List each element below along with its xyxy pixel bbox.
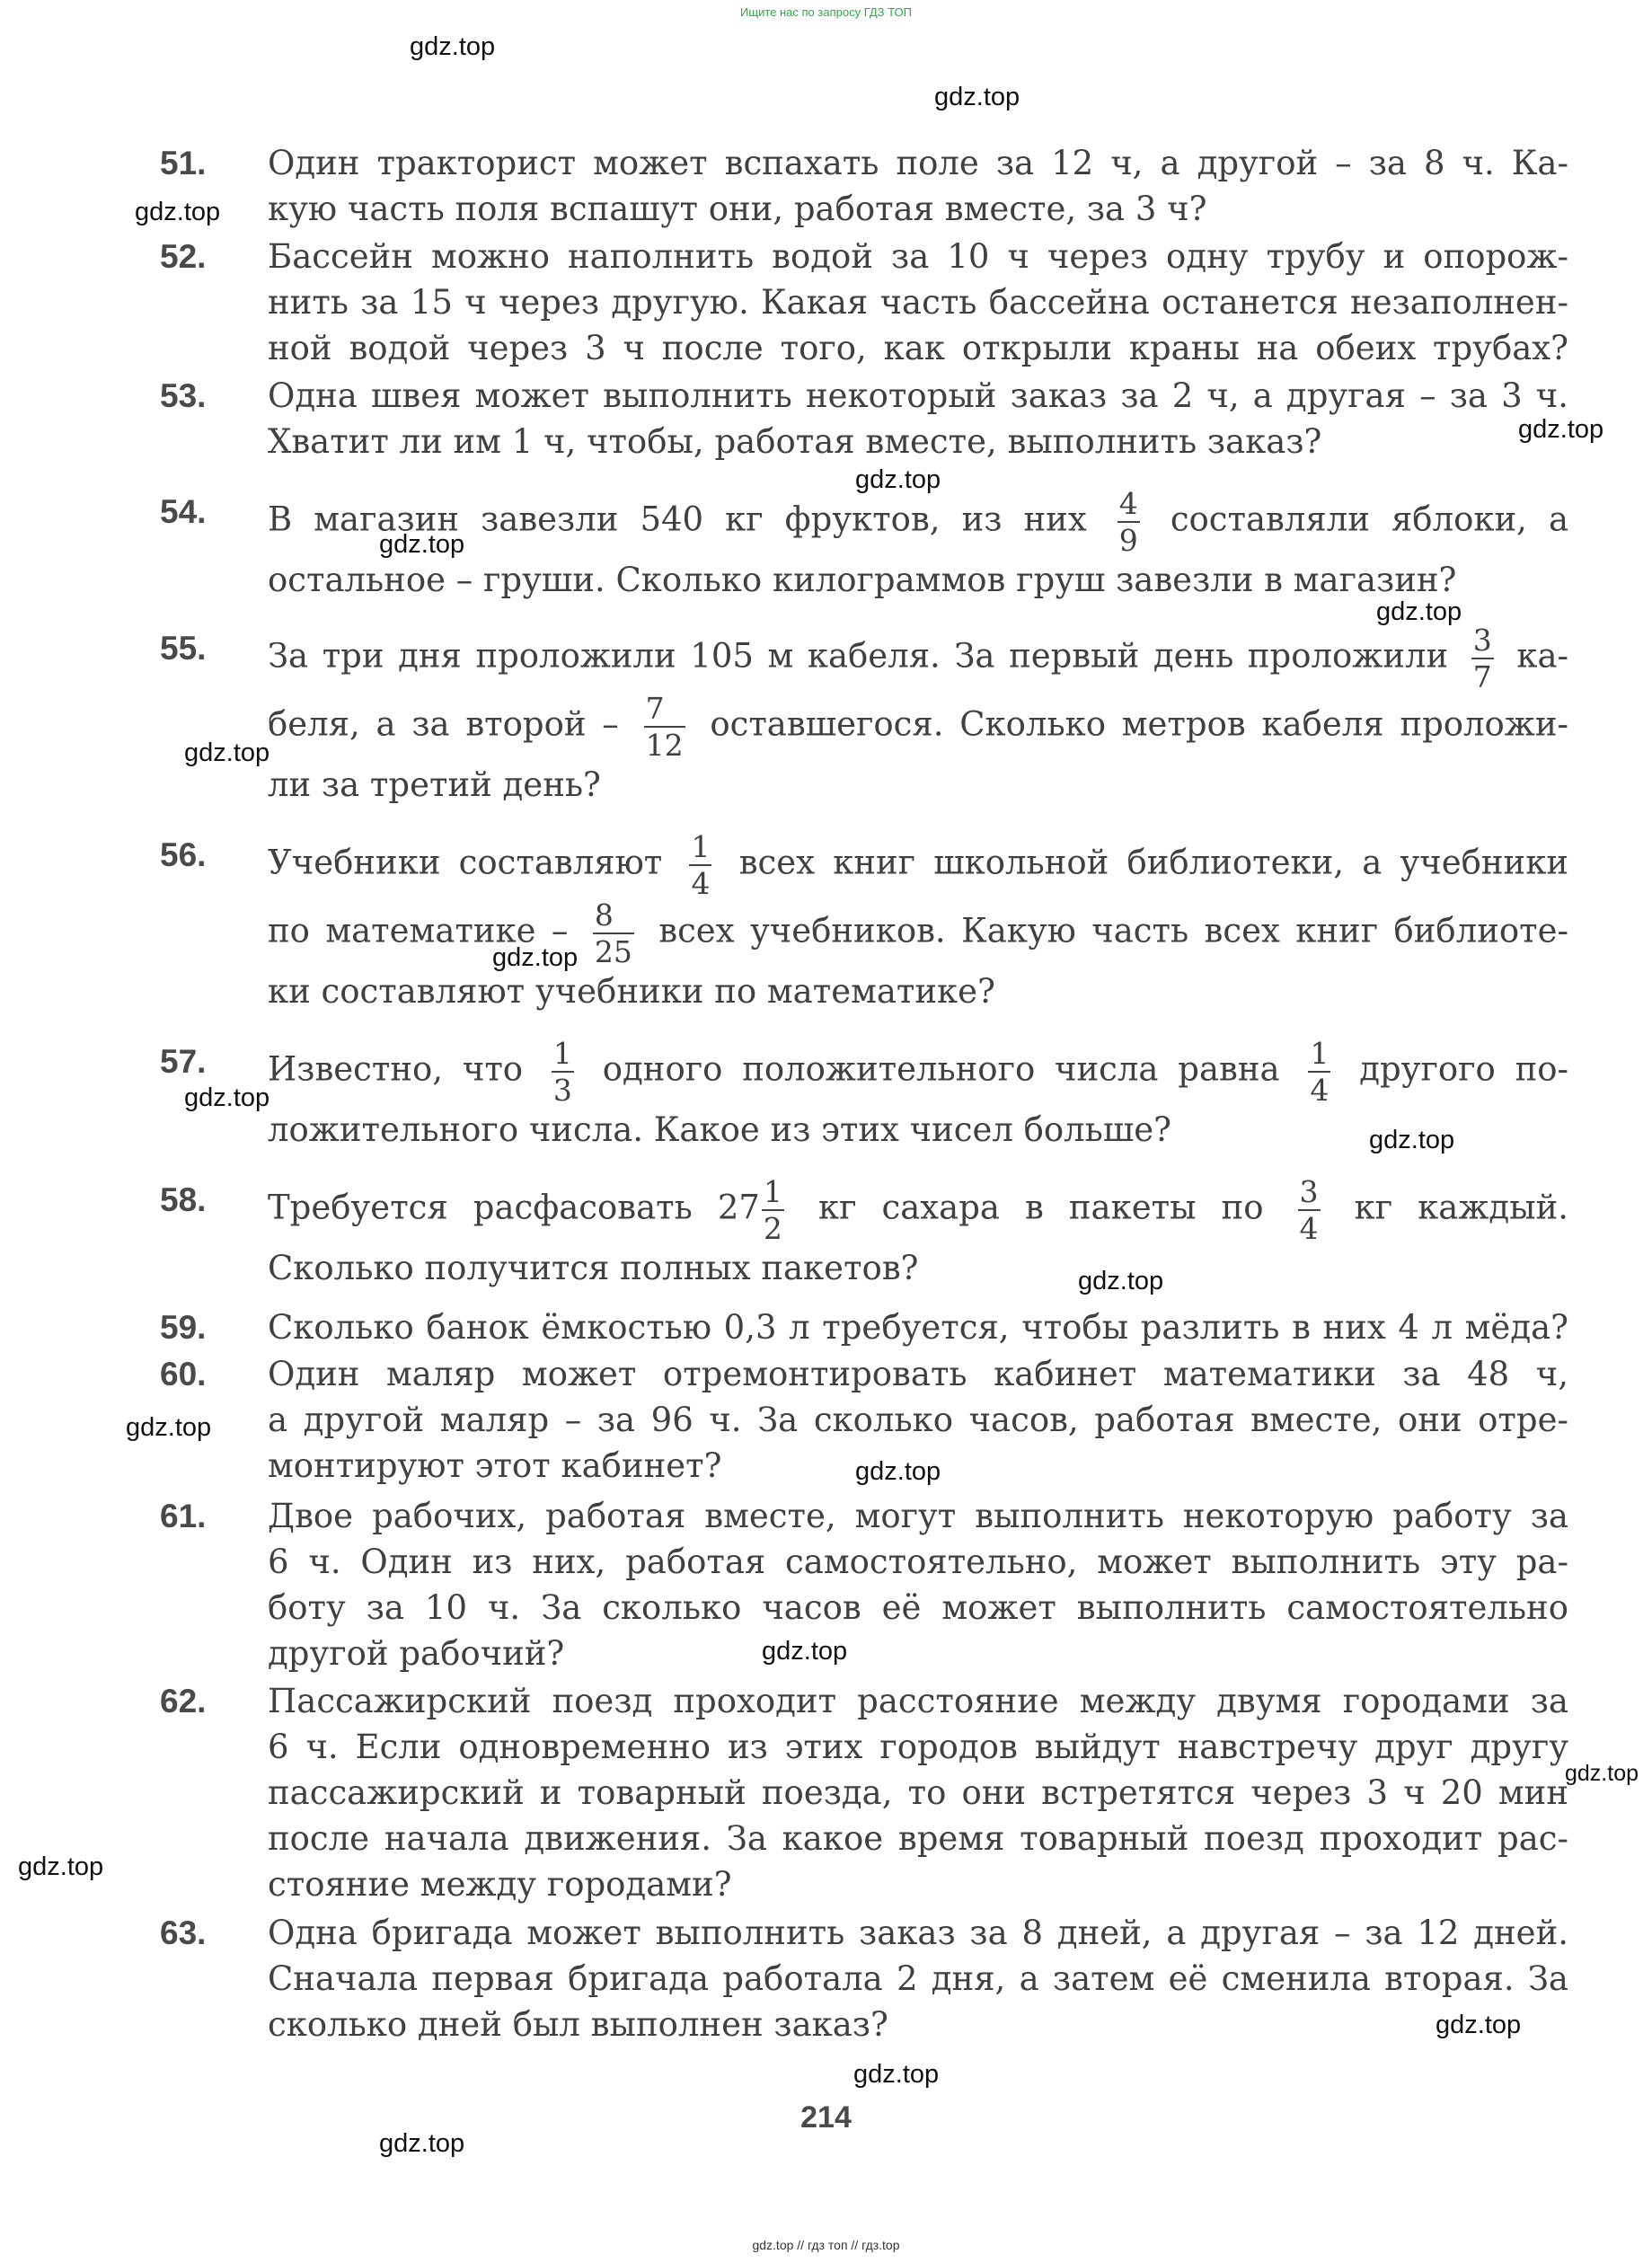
- page-number: 214: [800, 2100, 852, 2135]
- problem-text-line: [268, 691, 1569, 763]
- problem-text-line: другой рабочий?: [268, 1634, 565, 1673]
- fraction: [1308, 1036, 1330, 1108]
- text-span: Учебники составляют: [268, 843, 663, 882]
- problem-text-line: Сначала первая бригада работала 2 дня, а затем её сменила вторая. За: [268, 1959, 1568, 1998]
- watermark: gdz.top: [1565, 1761, 1639, 1786]
- problem-text-line: кую часть поля вспашут они, работая вместе, за 3 ч?: [268, 190, 1207, 228]
- problem-text-line: [268, 486, 1569, 558]
- problem-number: 62.: [160, 1683, 207, 1719]
- watermark: gdz.top: [934, 83, 1020, 111]
- top-banner: Ищите нас по запросу ГДЗ ТОП: [740, 5, 912, 19]
- watermark: gdz.top: [126, 1413, 212, 1442]
- problem-text-line: ной водой через 3 ч после того, как открыли краны на обеих трубах?: [268, 329, 1568, 367]
- watermark: gdz.top: [492, 943, 579, 972]
- bottom-banner: gdz.top // гдз топ // гдз.top: [752, 2238, 900, 2252]
- fraction: [1298, 1174, 1321, 1246]
- problem-number: 59.: [160, 1309, 207, 1346]
- problem-text-line: пассажирский и товарный поезда, то они встретятся через 3 ч 20 мин: [268, 1773, 1568, 1812]
- problem-text-line: боту за 10 ч. За сколько часов её может выполнить самостоятельно: [268, 1588, 1568, 1627]
- fraction: [689, 829, 711, 901]
- problem-text-line: [268, 829, 1568, 901]
- denominator: 12: [645, 728, 684, 763]
- text-span: Требуется расфасовать: [268, 1188, 693, 1227]
- watermark: gdz.top: [18, 1852, 104, 1881]
- numerator: 3: [1472, 623, 1492, 658]
- watermark: gdz.top: [762, 1637, 848, 1666]
- denominator: 25: [594, 934, 632, 969]
- problem-number: 63.: [160, 1914, 207, 1951]
- text-span: оставшегося. Сколько метров кабеля проложи-: [710, 704, 1569, 744]
- problem-text-line: 6 ч. Один из них, работая самостоятельно, может выполнить эту ра-: [268, 1543, 1568, 1581]
- problem-text-line: а другой маляр – за 96 ч. За сколько часов, работая вместе, они отре-: [268, 1401, 1568, 1439]
- problem-text-line: нить за 15 ч через другую. Какая часть бассейна останется незаполнен-: [268, 283, 1568, 322]
- problem-number: 57.: [160, 1043, 207, 1080]
- problem-number: 55.: [160, 630, 207, 667]
- text-span: В магазин завезли 540 кг фруктов, из них: [268, 499, 1087, 539]
- watermark: gdz.top: [379, 530, 465, 559]
- problem-number: 56.: [160, 836, 207, 873]
- problem-number: 58.: [160, 1181, 207, 1218]
- watermark: gdz.top: [379, 2129, 465, 2158]
- problem-text-line: 6 ч. Если одновременно из этих городов выйдут навстречу друг другу: [268, 1728, 1568, 1766]
- text-span: кг сахара в пакеты по: [817, 1188, 1264, 1227]
- fraction: [593, 897, 634, 969]
- problem-text-line: [268, 625, 1568, 692]
- problem-text-line: Один маляр может отремонтировать кабинет математики за 48 ч,: [268, 1355, 1568, 1393]
- problem-text-line: [268, 1036, 1569, 1108]
- problem-text-line: Двое рабочих, работая вместе, могут выполнить некоторую работу за: [268, 1497, 1568, 1535]
- text-span: кг каждый.: [1354, 1188, 1569, 1227]
- fraction: [552, 1036, 574, 1108]
- watermark: gdz.top: [855, 465, 941, 494]
- text-span: всех книг школьной библиотеки, а учебники: [738, 843, 1568, 882]
- problem-number: 60.: [160, 1356, 207, 1392]
- problem-text-line: ки составляют учебники по математике?: [268, 972, 995, 1011]
- watermark: gdz.top: [135, 198, 221, 226]
- text-span: другого по-: [1359, 1049, 1569, 1089]
- watermark: gdz.top: [1518, 415, 1604, 444]
- watermark: gdz.top: [1376, 597, 1462, 626]
- problem-number: 51.: [160, 145, 207, 181]
- denominator: 4: [691, 866, 711, 901]
- fraction: [762, 1174, 784, 1246]
- numerator: 3: [1299, 1174, 1319, 1209]
- denominator: 2: [763, 1211, 782, 1246]
- watermark: gdz.top: [1078, 1267, 1164, 1295]
- problem-text-line: Хватит ли им 1 ч, чтобы, работая вместе, выполнить заказ?: [268, 422, 1322, 461]
- text-span: За три дня проложили 105 м кабеля. За первый день проложили: [268, 636, 1449, 676]
- text-span: составляли яблоки, а: [1170, 499, 1569, 539]
- fraction: [1471, 625, 1494, 692]
- watermark: gdz.top: [1436, 2011, 1522, 2039]
- numerator: 1: [552, 1036, 572, 1071]
- text-span: беля, а за второй –: [268, 704, 619, 744]
- problem-text-line: Одна бригада может выполнить заказ за 8 дней, а другая – за 12 дней.: [268, 1914, 1568, 1952]
- numerator: 8: [593, 900, 634, 934]
- watermark: gdz.top: [184, 1083, 270, 1112]
- denominator: 7: [1472, 659, 1492, 694]
- denominator: 9: [1118, 523, 1138, 558]
- problem-text-line: Сколько получится полных пакетов?: [268, 1249, 919, 1287]
- problem-text-line: монтируют этот кабинет?: [268, 1446, 722, 1485]
- watermark: gdz.top: [184, 738, 270, 767]
- fraction: [1118, 486, 1140, 558]
- problem-text-line: ложительного числа. Какое из этих чисел больше?: [268, 1110, 1171, 1149]
- denominator: 4: [1299, 1211, 1319, 1246]
- numerator: 7: [644, 694, 685, 728]
- problem-number: 61.: [160, 1498, 207, 1534]
- problem-text-line: сколько дней был выполнен заказ?: [268, 2005, 888, 2044]
- watermark: gdz.top: [1369, 1126, 1455, 1154]
- denominator: 3: [552, 1073, 572, 1108]
- problem-text-line: [268, 1174, 1569, 1246]
- fraction: [644, 691, 685, 763]
- numerator: 1: [1310, 1036, 1330, 1071]
- problem-text-line: стояние между городами?: [268, 1865, 732, 1904]
- problem-text-line: Сколько банок ёмкостью 0,3 л требуется, чтобы разлить в них 4 л мёда?: [268, 1308, 1568, 1347]
- problem-number: 54.: [160, 493, 207, 530]
- problem-text-line: остальное – груши. Сколько килограммов груш завезли в магазин?: [268, 561, 1457, 599]
- text-span: Известно, что: [268, 1049, 524, 1089]
- text-span: одного положительного числа равна: [602, 1049, 1280, 1089]
- problem-text-line: Бассейн можно наполнить водой за 10 ч через одну трубу и опорож-: [268, 237, 1568, 276]
- watermark: gdz.top: [853, 2060, 940, 2089]
- problem-number: 52.: [160, 238, 207, 275]
- problem-text-line: [268, 897, 1569, 969]
- problem-text-line: ли за третий день?: [268, 765, 601, 804]
- problem-text-line: после начала движения. За какое время товарный поезд проходит рас-: [268, 1819, 1568, 1858]
- problem-number: 53.: [160, 377, 207, 414]
- watermark: gdz.top: [855, 1457, 941, 1486]
- denominator: 4: [1310, 1073, 1330, 1108]
- text-span: всех учебников. Какую часть всех книг библиоте-: [658, 911, 1569, 950]
- numerator: 4: [1118, 486, 1138, 521]
- numerator: 1: [691, 829, 711, 864]
- text-span: по математике –: [268, 911, 569, 950]
- problem-text-line: Один тракторист может вспахать поле за 12 ч, а другой – за 8 ч. Ка-: [268, 144, 1568, 182]
- problem-text-line: Пассажирский поезд проходит расстояние между двумя городами за: [268, 1682, 1568, 1720]
- watermark: gdz.top: [410, 32, 496, 61]
- mixed-number-whole: 27: [717, 1188, 760, 1227]
- problem-text-line: Одна швея может выполнить некоторый заказ за 2 ч, а другая – за 3 ч.: [268, 376, 1568, 415]
- text-span: ка-: [1516, 636, 1568, 676]
- numerator: 1: [763, 1174, 782, 1209]
